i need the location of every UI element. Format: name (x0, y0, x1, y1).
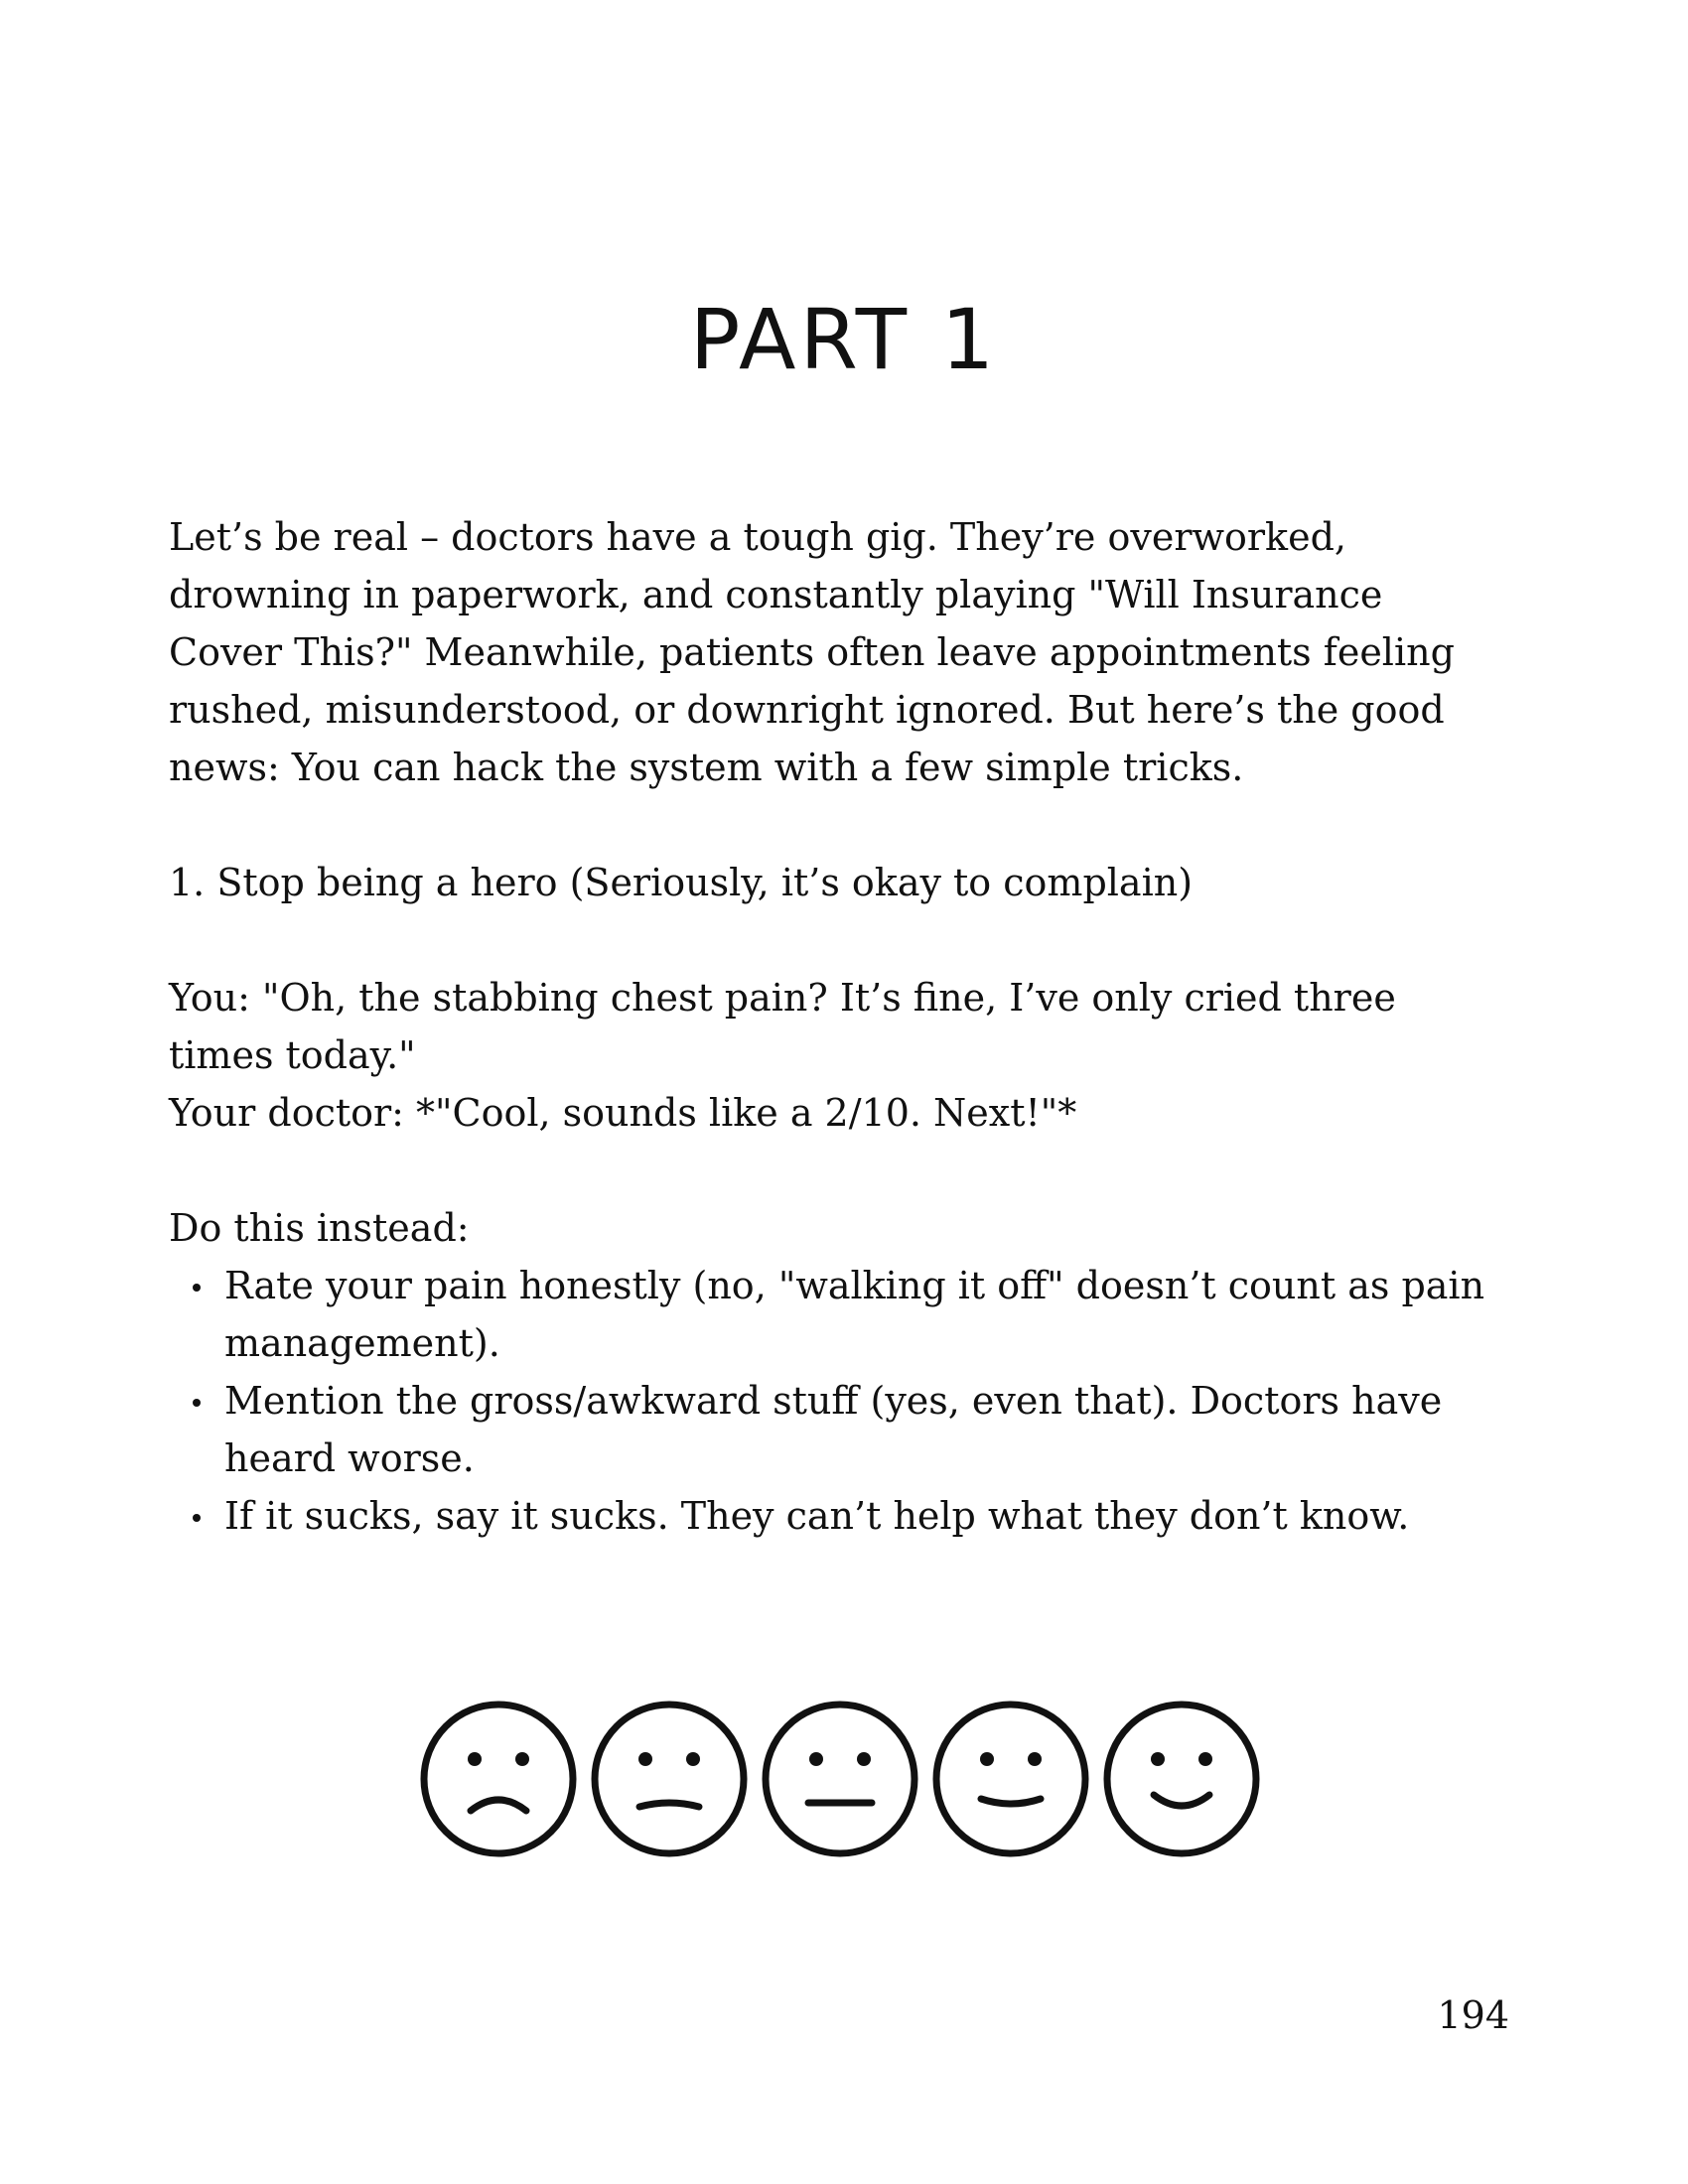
tips-list (169, 1257, 1499, 1545)
list-item (169, 1257, 1499, 1372)
page-title: PART 1 (689, 291, 999, 388)
patient-quote: You: "Oh, the stabbing chest pain? It’s fine, I’ve only cried three times today." (169, 976, 1396, 1077)
list-item-text: Rate your pain honestly (no, "walking it off" doesn’t count as pain management). (224, 1264, 1485, 1365)
dialogue-block (169, 969, 1499, 1142)
main-content (169, 508, 1499, 1545)
very-sad-face-icon (424, 1705, 573, 1853)
bullet-icon (193, 1399, 201, 1407)
instead-label: Do this instead: (169, 1206, 470, 1250)
list-item (169, 1487, 1499, 1545)
list-item-text: Mention the gross/awkward stuff (yes, even that). Doctors have heard worse. (224, 1379, 1443, 1480)
bullet-icon (193, 1514, 201, 1522)
doctor-quote: Your doctor: *"Cool, sounds like a 2/10. Next!"* (169, 1091, 1077, 1135)
sad-face-icon (595, 1705, 744, 1853)
neutral-face-icon (766, 1705, 914, 1853)
slight-smile-face-icon (936, 1705, 1085, 1853)
intro-paragraph: Let’s be real – doctors have a tough gig. They’re overworked, drowning in paperwork, and constantly playing "Will Insurance Cover This?" Meanwhile, patients often leave appointments feeling rushed, misunderstood, or downright ignored. But here’s the good news: You can hack the system with a few simple tricks. (169, 515, 1455, 789)
happy-face-icon (1107, 1705, 1256, 1853)
list-item-text: If it sucks, say it sucks. They can’t help what they don’t know. (224, 1494, 1410, 1538)
list-item (169, 1372, 1499, 1487)
section-heading: 1. Stop being a hero (Seriously, it’s okay to complain) (169, 861, 1194, 904)
pain-scale-faces (419, 1700, 1263, 1858)
page-number: 194 (1437, 1993, 1509, 2037)
bullet-icon (193, 1284, 201, 1292)
